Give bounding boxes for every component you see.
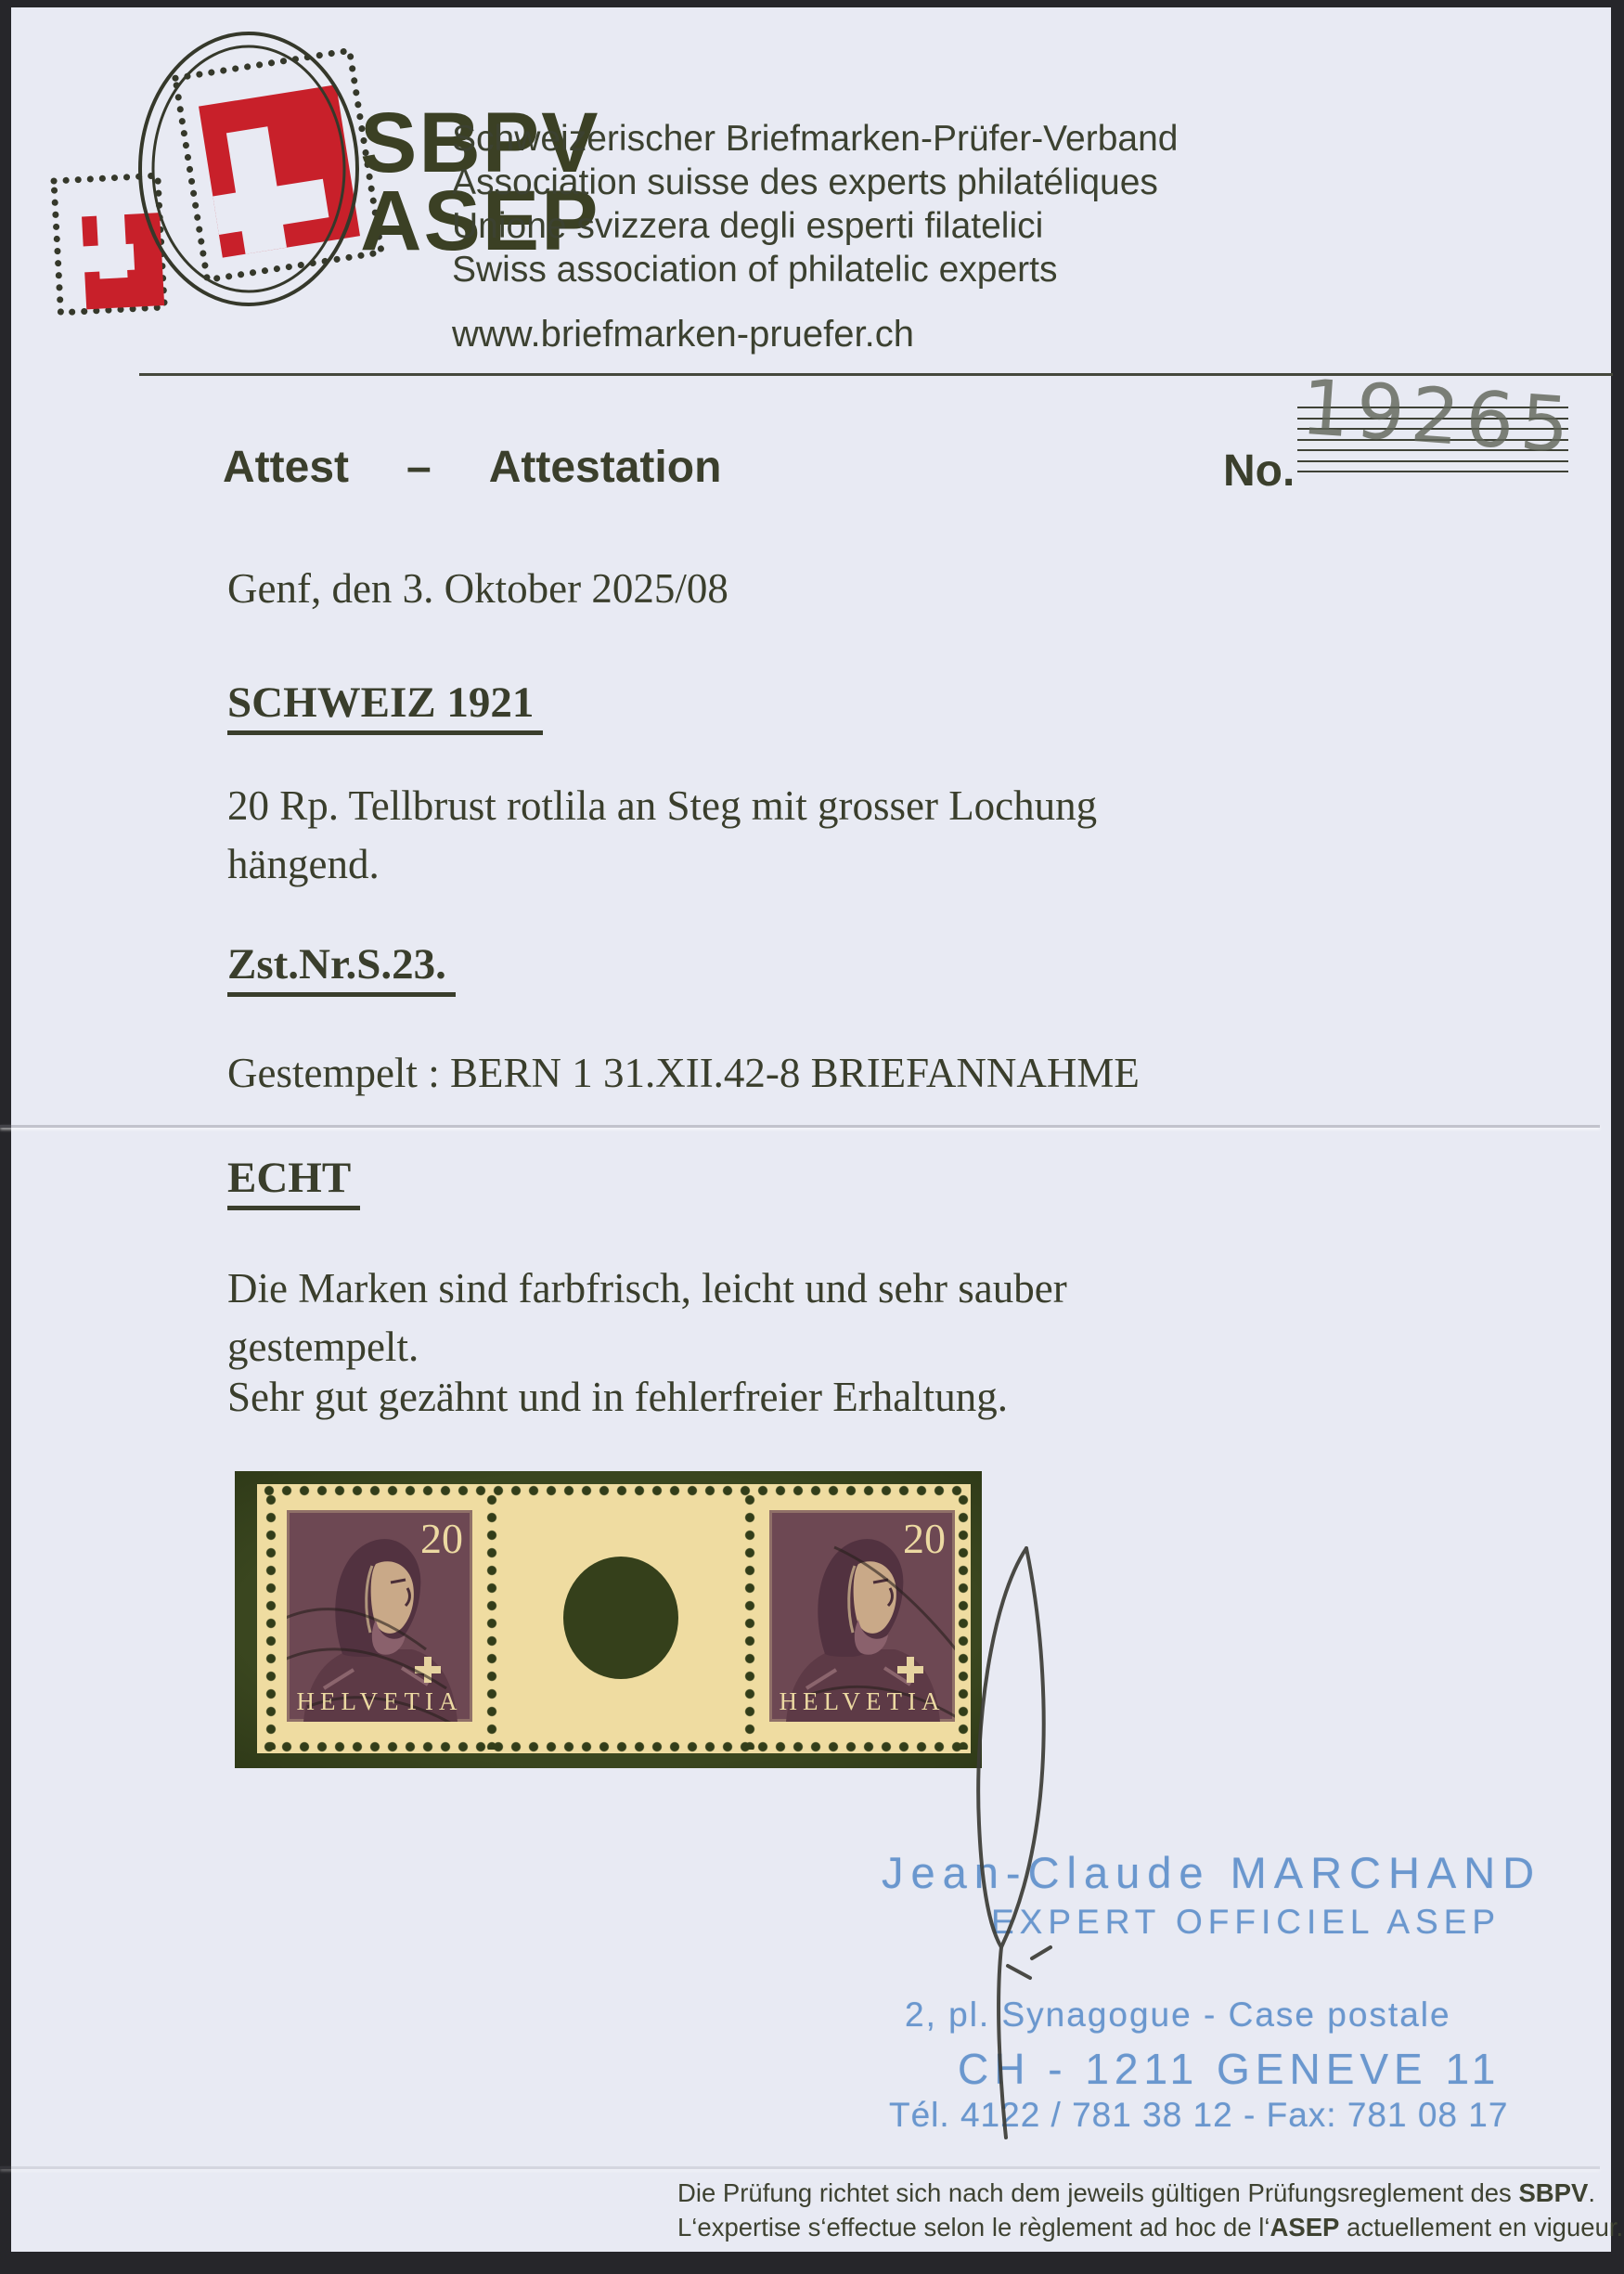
footer-line-german: Die Prüfung richtet sich nach dem jeweils gültigen Prüfungsreglement des SBPV.: [677, 2178, 1595, 2207]
expert-name-stamp: Jean-Claude MARCHAND: [882, 1848, 1542, 1897]
title-attestation: Attestation: [488, 443, 722, 492]
stamp-denomination: 20: [420, 1515, 463, 1562]
perforation-column: [485, 1492, 498, 1750]
document-title: [223, 442, 721, 493]
verdict-echt: ECHT: [227, 1154, 360, 1210]
org-name-german: Schweizerischer Briefmarken-Prüfer-Verband: [452, 119, 1179, 159]
org-abbr-sbpv: SBPV: [360, 96, 600, 190]
cancellation-line: Gestempelt : BERN 1 31.XII.42-8 BRIEFANNAHME: [227, 1050, 1140, 1096]
title-dash: –: [406, 443, 432, 492]
perforation-row-bottom: [261, 1740, 968, 1753]
title-attest: Attest: [223, 443, 350, 492]
country-year-heading: SCHWEIZ 1921: [227, 678, 543, 735]
stamp-denomination: 20: [903, 1515, 946, 1562]
condition-line-2: gestempelt.: [227, 1324, 419, 1370]
condition-line-1: Die Marken sind farbfrisch, leicht und sehr sauber: [227, 1265, 1067, 1311]
stamp-left: [287, 1510, 472, 1722]
certificate-number-handwritten: 19265: [1298, 363, 1579, 472]
perforation-row-top: [261, 1484, 968, 1497]
paper-fold-crease-lower: [0, 2166, 1600, 2169]
org-name-italian: Unione svizzera degli esperti filatelici: [452, 206, 1044, 246]
footer-regulations: [677, 2176, 1623, 2244]
date-line: Genf, den 3. Oktober 2025/08: [227, 565, 728, 612]
swiss-cross-stamp-icon: [175, 50, 381, 279]
paper-fold-crease: [0, 1125, 1600, 1128]
stamp-photograph: [235, 1471, 982, 1768]
org-name-english: Swiss association of philatelic experts: [452, 250, 1058, 290]
perforation-column: [743, 1492, 756, 1750]
org-abbr-asep: ASEP: [360, 174, 600, 268]
expert-phone-stamp: Tél. 4122 / 781 38 12 - Fax: 781 08 17: [889, 2096, 1509, 2134]
perforation-column: [957, 1492, 970, 1750]
perforation-column: [264, 1492, 277, 1750]
gutter-punch-hole: [563, 1557, 678, 1679]
org-names: [452, 117, 1178, 291]
expert-title-stamp: EXPERT OFFICIEL ASEP: [991, 1903, 1502, 1941]
expert-address-stamp: 2, pl. Synagogue - Case postale: [905, 1996, 1451, 2034]
stamp-country-label: HELVETIA: [779, 1687, 946, 1715]
certificate-number-label: No.: [1223, 446, 1295, 496]
small-stamp-icon: [54, 175, 164, 313]
condition-line-3: Sehr gut gezähnt und in fehlerfreier Erhaltung.: [227, 1374, 1008, 1420]
description-line-2: hängend.: [227, 841, 380, 887]
footer-line-french: L‘expertise s‘effectue selon le règlement ad hoc de l‘ASEP actuellement en vigueur.: [677, 2213, 1624, 2242]
stamp-country-label: HELVETIA: [296, 1687, 463, 1715]
stamp-right: [769, 1510, 955, 1722]
description-line-1: 20 Rp. Tellbrust rotlila an Steg mit grosser Lochung: [227, 782, 1098, 829]
org-name-french: Association suisse des experts philatéliques: [452, 162, 1158, 202]
catalog-reference: Zst.Nr.S.23.: [227, 940, 456, 997]
expert-city-stamp: CH - 1211 GENEVE 11: [958, 2045, 1502, 2093]
website-url: www.briefmarken-pruefer.ch: [452, 314, 914, 355]
